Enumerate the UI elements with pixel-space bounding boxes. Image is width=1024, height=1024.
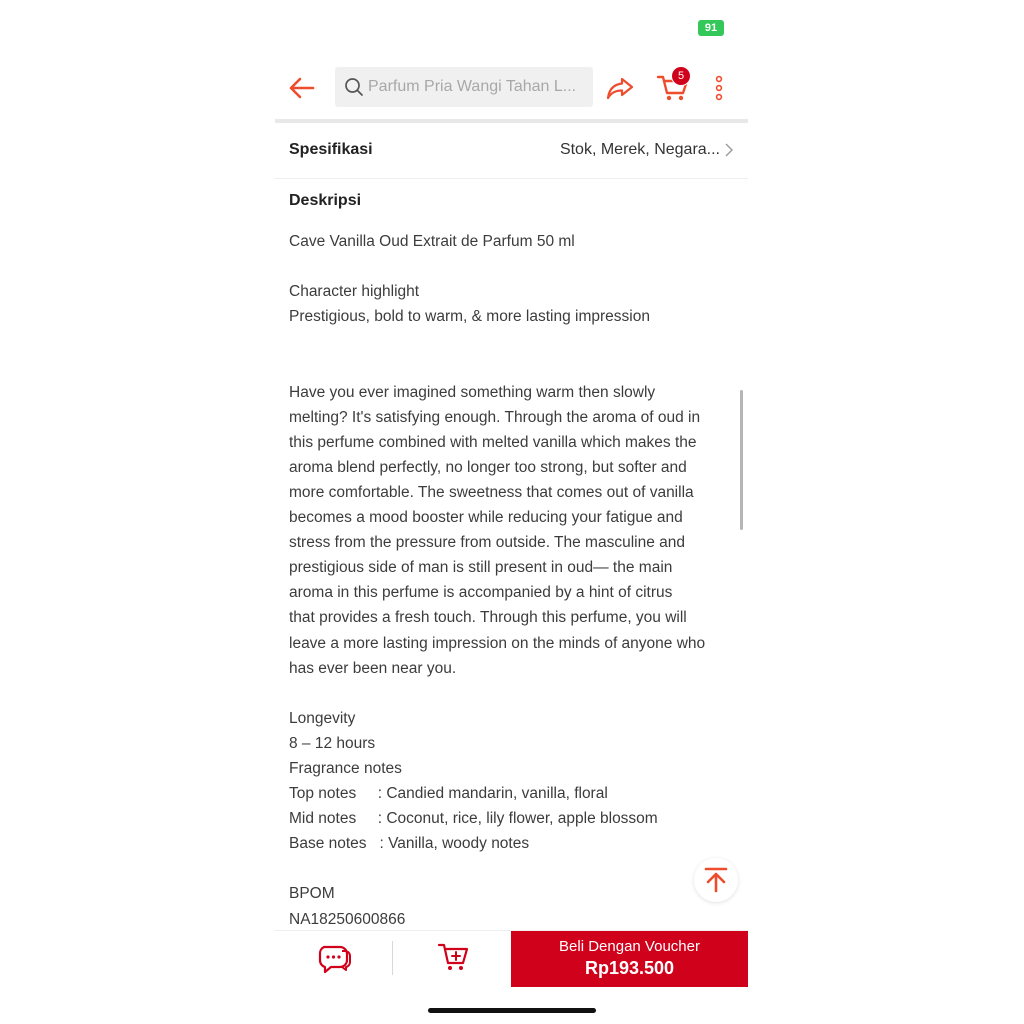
product-description-screen: [275, 0, 748, 1024]
more-vertical-icon: [711, 74, 727, 104]
buy-with-voucher-button[interactable]: [511, 931, 748, 987]
add-to-cart-button[interactable]: [393, 931, 511, 987]
cart-plus-icon: [393, 931, 511, 987]
share-button[interactable]: [603, 72, 637, 104]
home-indicator: [428, 1008, 596, 1013]
share-icon: [603, 72, 637, 104]
specifications-summary: Stok, Merek, Negara...: [559, 141, 720, 158]
arrow-left-icon: [285, 72, 319, 104]
specifications-row[interactable]: [275, 124, 748, 179]
chat-button[interactable]: [275, 931, 393, 987]
buy-button-label: Beli Dengan Voucher: [559, 938, 700, 955]
search-icon: [343, 76, 365, 98]
chevron-right-icon: [724, 142, 734, 158]
scroll-to-top-button[interactable]: [694, 858, 738, 902]
header-divider: [275, 119, 748, 123]
battery-level: 91: [704, 22, 718, 34]
more-options-button[interactable]: [711, 74, 727, 104]
bottom-action-bar: [275, 930, 748, 987]
back-button[interactable]: [285, 72, 319, 104]
chat-icon: [275, 931, 393, 987]
description-title: Deskripsi: [289, 192, 362, 209]
specifications-title: Spesifikasi: [289, 141, 373, 158]
buy-button-price: Rp193.500: [584, 958, 675, 978]
search-placeholder: Parfum Pria Wangi Tahan L...: [368, 78, 577, 95]
description-text: Cave Vanilla Oud Extrait de Parfum 50 ml Character highlight Prestigious, bold to warm, & more lasting impression Have you ever imagined something warm then slowly melting? It's satisfying enough. Through the aroma of oud in this perfume combined with melted vanilla which makes the aroma blend perfectly, no longer too strong, but softer and more comfortable. The sweetness that comes out of vanilla becomes a mood booster while reducing your fatigue and stress from the pressure from outside. The masculine and prestigious side of man is still present in oud— the main aroma in this perfume is accompanied by a hint of citrus that provides a fresh touch. Through this perfume, you will leave a more lasting impression on the minds of anyone who has ever been near you. Longevity 8 – 12 hours Fragrance notes Top notes : Candied mandarin, vanilla, floral Mid notes : Coconut, rice, lily flower, apple blossom Base notes : Vanilla, woody notes BPOM NA18250600866: [289, 233, 706, 928]
top-bar: [275, 62, 748, 114]
arrow-up-to-top-icon: [694, 858, 738, 902]
cart-count-badge: 5: [671, 66, 691, 86]
battery-indicator: [698, 20, 724, 36]
search-bar[interactable]: [335, 67, 593, 107]
scrollbar[interactable]: [740, 390, 743, 530]
